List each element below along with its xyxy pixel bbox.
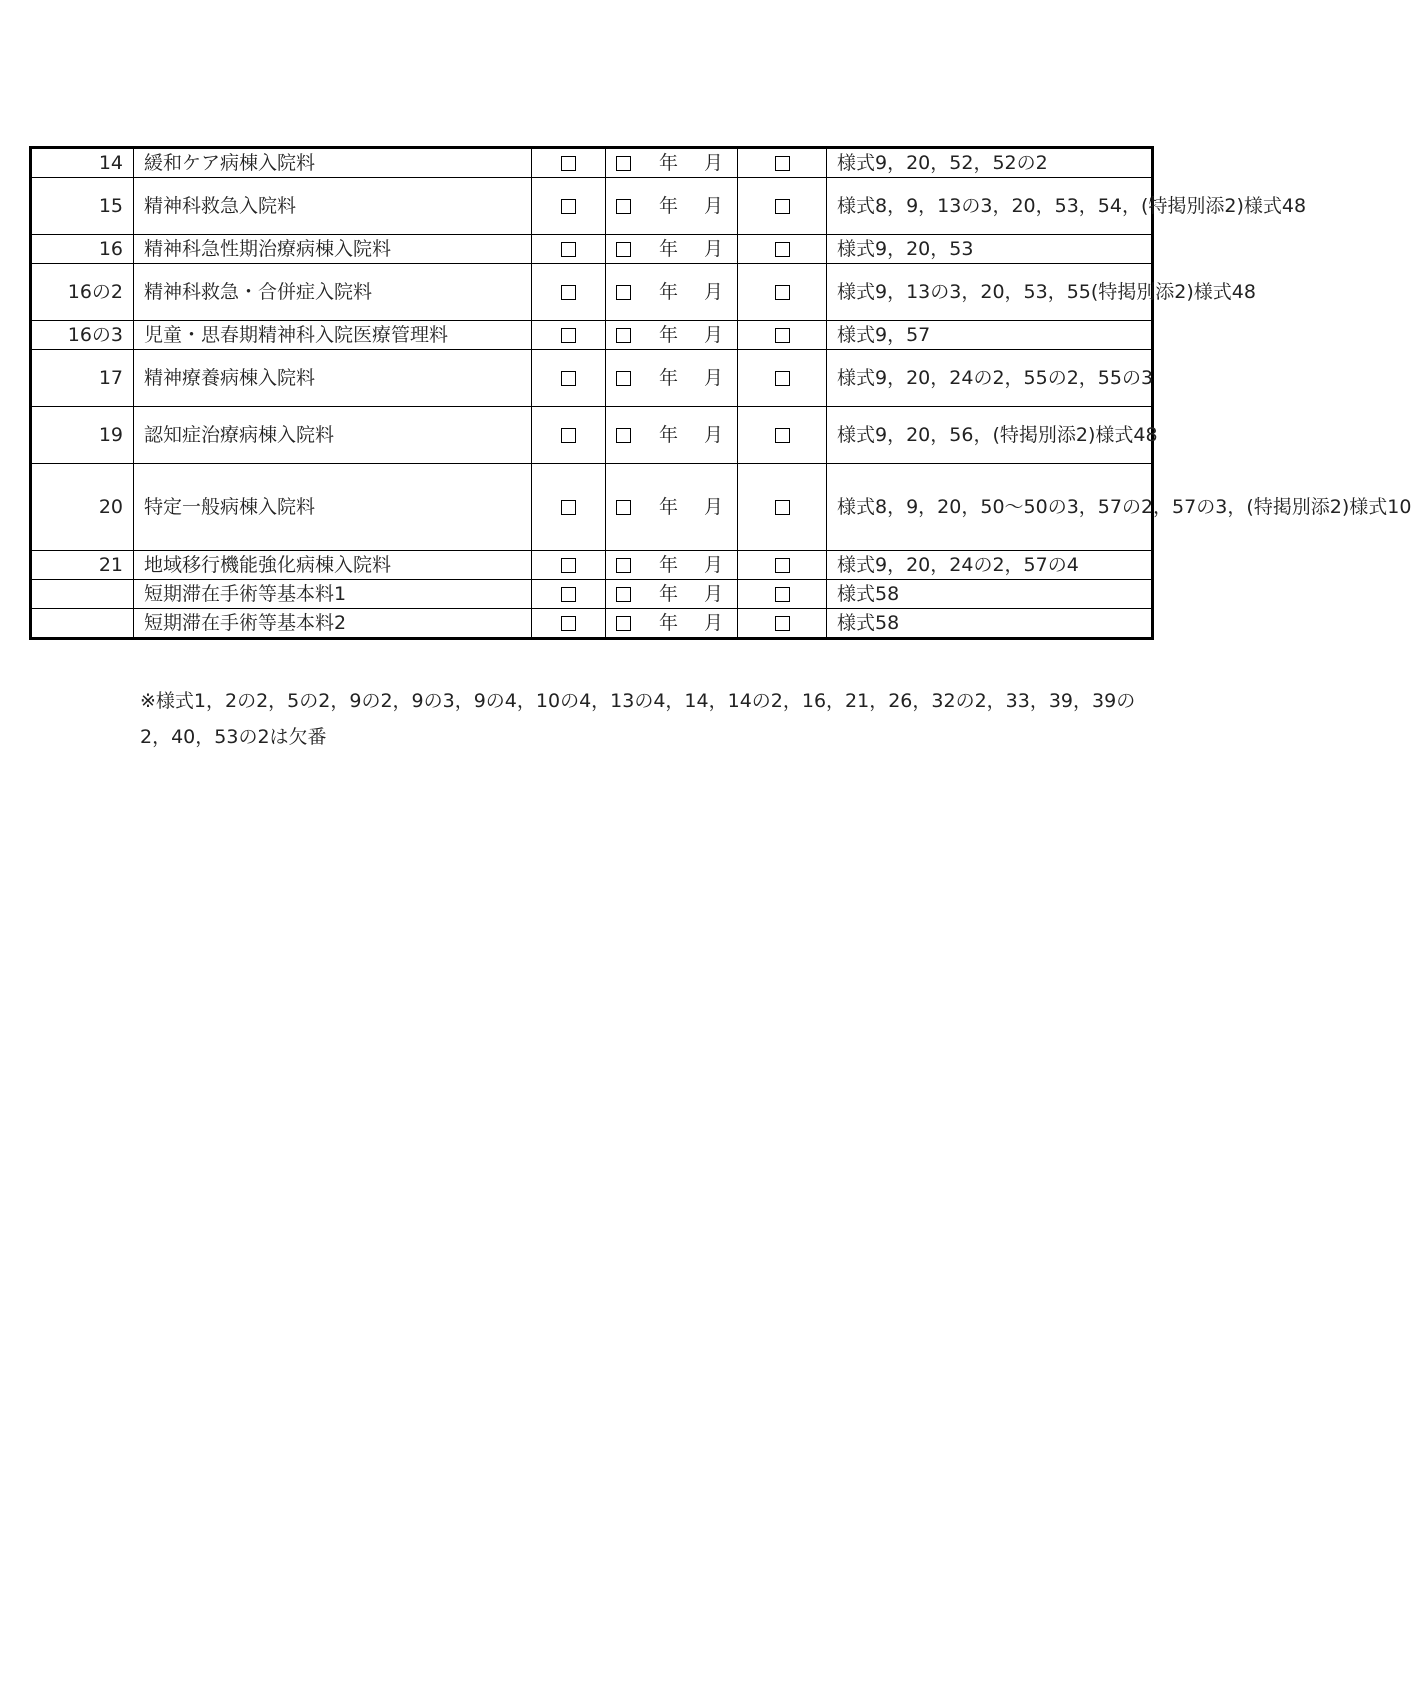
row-number: 20 (31, 464, 134, 551)
checkbox[interactable] (561, 616, 576, 631)
checkbox[interactable] (616, 328, 631, 343)
row-item-name: 精神科救急入院料 (134, 178, 532, 235)
row-number: 17 (31, 350, 134, 407)
row-item-name: 精神科救急・合併症入院料 (134, 264, 532, 321)
checkbox[interactable] (775, 328, 790, 343)
checkbox[interactable] (561, 328, 576, 343)
row-number: 19 (31, 407, 134, 464)
row-number: 15 (31, 178, 134, 235)
row-forms: 様式9，13の3，20，53，55(特掲別添2)様式48 (827, 264, 1153, 321)
checkbox[interactable] (561, 199, 576, 214)
checkbox[interactable] (775, 500, 790, 515)
row-forms: 様式9，20，52，52の2 (827, 148, 1153, 178)
checkbox[interactable] (561, 428, 576, 443)
checkbox[interactable] (616, 371, 631, 386)
row-item-name: 精神療養病棟入院料 (134, 350, 532, 407)
row-item-name: 短期滞在手術等基本料2 (134, 609, 532, 639)
month-label: 月 (704, 152, 724, 174)
year-label: 年 (659, 324, 679, 346)
year-label: 年 (659, 496, 679, 518)
table-row (31, 551, 1153, 580)
checkbox[interactable] (616, 616, 631, 631)
year-label: 年 (659, 554, 679, 576)
year-label: 年 (659, 424, 679, 446)
month-label: 月 (704, 424, 724, 446)
form-table (29, 146, 1411, 640)
checkbox[interactable] (616, 500, 631, 515)
checkbox[interactable] (616, 285, 631, 300)
month-label: 月 (704, 554, 724, 576)
row-item-name: 緩和ケア病棟入院料 (134, 148, 532, 178)
row-item-name: 精神科急性期治療病棟入院料 (134, 235, 532, 264)
table-row (31, 264, 1153, 321)
month-label: 月 (704, 324, 724, 346)
table-row (31, 148, 1153, 178)
month-label: 月 (704, 281, 724, 303)
table-row (31, 464, 1153, 551)
row-item-name: 認知症治療病棟入院料 (134, 407, 532, 464)
checkbox[interactable] (775, 199, 790, 214)
year-label: 年 (659, 238, 679, 260)
row-number (31, 580, 134, 609)
row-number (31, 609, 134, 639)
checkbox[interactable] (616, 199, 631, 214)
checkbox[interactable] (775, 616, 790, 631)
row-forms: 様式9，20，24の2，57の4 (827, 551, 1153, 580)
checkbox[interactable] (616, 242, 631, 257)
row-forms: 様式9，20，24の2，55の2，55の3 (827, 350, 1153, 407)
month-label: 月 (704, 583, 724, 605)
year-label: 年 (659, 152, 679, 174)
checkbox[interactable] (616, 156, 631, 171)
table-row (31, 580, 1153, 609)
row-number: 16の2 (31, 264, 134, 321)
month-label: 月 (704, 612, 724, 634)
row-forms: 様式8，9，20，50～50の3，57の2，57の3，(特掲別添2)様式10 (827, 464, 1153, 551)
row-number: 16 (31, 235, 134, 264)
row-number: 14 (31, 148, 134, 178)
month-label: 月 (704, 367, 724, 389)
checkbox[interactable] (561, 285, 576, 300)
checkbox[interactable] (775, 371, 790, 386)
year-label: 年 (659, 367, 679, 389)
month-label: 月 (704, 195, 724, 217)
table-row (31, 609, 1153, 639)
table-row (31, 235, 1153, 264)
checkbox[interactable] (775, 428, 790, 443)
checkbox[interactable] (775, 587, 790, 602)
month-label: 月 (704, 496, 724, 518)
year-label: 年 (659, 195, 679, 217)
checkbox[interactable] (775, 156, 790, 171)
checkbox[interactable] (616, 558, 631, 573)
checkbox[interactable] (775, 558, 790, 573)
table-row (31, 350, 1153, 407)
table-row (31, 321, 1153, 350)
year-label: 年 (659, 612, 679, 634)
table-row (31, 178, 1153, 235)
row-forms: 様式9，20，56，(特掲別添2)様式48 (827, 407, 1153, 464)
row-item-name: 地域移行機能強化病棟入院料 (134, 551, 532, 580)
row-number: 16の3 (31, 321, 134, 350)
row-item-name: 児童・思春期精神科入院医療管理料 (134, 321, 532, 350)
checkbox[interactable] (616, 587, 631, 602)
row-forms: 様式58 (827, 609, 1153, 639)
row-forms: 様式8，9，13の3，20，53，54，(特掲別添2)様式48 (827, 178, 1153, 235)
checkbox[interactable] (561, 371, 576, 386)
table-row (31, 407, 1153, 464)
checkbox[interactable] (561, 156, 576, 171)
checkbox[interactable] (561, 242, 576, 257)
checkbox[interactable] (561, 558, 576, 573)
checkbox[interactable] (775, 242, 790, 257)
row-forms: 様式9，20，53 (827, 235, 1153, 264)
missing-forms-note: ※様式1，2の2，5の2，9の2，9の3，9の4，10の4，13の4，14，14の2，16，21，26，32の2，33，39，39の2，40，53の2は欠番 (140, 690, 1136, 748)
row-forms: 様式58 (827, 580, 1153, 609)
row-forms: 様式9，57 (827, 321, 1153, 350)
month-label: 月 (704, 238, 724, 260)
row-number: 21 (31, 551, 134, 580)
checkbox[interactable] (775, 285, 790, 300)
row-item-name: 特定一般病棟入院料 (134, 464, 532, 551)
checkbox[interactable] (561, 587, 576, 602)
checkbox[interactable] (561, 500, 576, 515)
year-label: 年 (659, 281, 679, 303)
year-label: 年 (659, 583, 679, 605)
row-item-name: 短期滞在手術等基本料1 (134, 580, 532, 609)
checkbox[interactable] (616, 428, 631, 443)
